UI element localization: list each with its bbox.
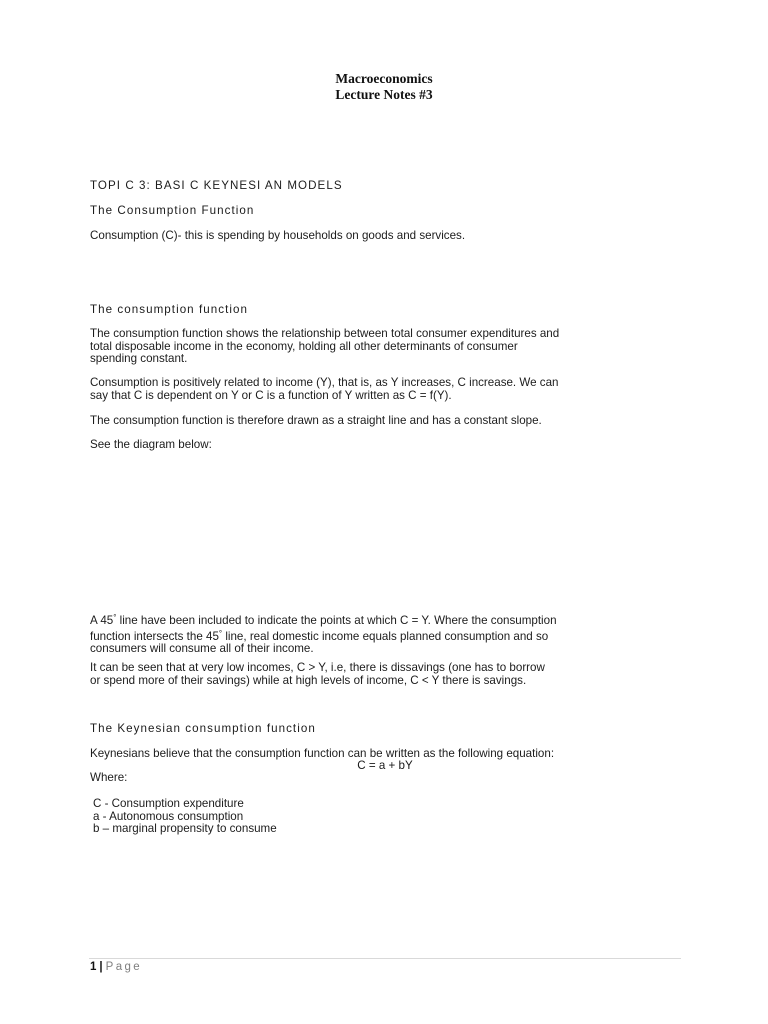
course-title: Macroeconomics — [335, 71, 433, 86]
list-item: b – marginal propensity to consume — [93, 822, 277, 836]
paragraph-straight-line: The consumption function is therefore drawn as a straight line and has a constant slope. — [90, 414, 542, 427]
page-label: Page — [105, 961, 143, 973]
document-header — [0, 71, 768, 103]
topic-heading: TOPI C 3: BASI C KEYNESI AN MODELS — [90, 179, 343, 192]
paragraph-45-degree-line — [90, 612, 690, 656]
section-title-consumption-function: The Consumption Function — [90, 204, 255, 217]
paragraph-dissavings — [90, 662, 690, 687]
paragraph-relationship — [90, 328, 690, 366]
paragraph-line: Consumption is positively related to income (Y), that is, as Y increases, C increase. We can — [90, 376, 559, 389]
section-title-consumption-function-lower: The consumption function — [90, 303, 248, 316]
paragraph-line: consumers will consume all of their income. — [90, 642, 314, 656]
text-run: line, real domestic income equals planned consumption and so — [222, 629, 549, 643]
text-run: A 45 — [90, 614, 114, 627]
definitions-list — [93, 798, 693, 836]
footer-separator: | — [99, 961, 103, 973]
paragraph-line: It can be seen that at very low incomes, C > Y, i.e, there is dissavings (one has to borrow — [90, 661, 545, 674]
paragraph-line — [90, 612, 690, 628]
list-item: C - Consumption expenditure — [93, 797, 244, 810]
degree-symbol: ° — [218, 628, 223, 638]
paragraph-line: spending constant. — [90, 352, 188, 366]
degree-symbol: ° — [113, 613, 117, 622]
where-label: Where: — [90, 771, 128, 784]
lecture-title: Lecture Notes #3 — [335, 87, 433, 102]
text-run: function intersects the 45 — [90, 629, 219, 643]
page-footer — [90, 960, 142, 974]
section-title-keynesian: The Keynesian consumption function — [90, 722, 316, 735]
consumption-definition: Consumption (C)- this is spending by households on goods and services. — [90, 229, 466, 242]
text-run: line have been included to indicate the points at which C = Y. Where the consumption — [116, 614, 557, 627]
page-number: 1 — [90, 961, 97, 973]
list-item: a - Autonomous consumption — [93, 809, 244, 823]
see-diagram-text: See the diagram below: — [90, 438, 212, 451]
paragraph-line: The consumption function shows the relationship between total consumer expenditures and — [90, 327, 560, 340]
paragraph-positive-relation — [90, 377, 690, 402]
paragraph-line — [90, 628, 690, 644]
paragraph-line: or spend more of their savings) while at high levels of income, C < Y there is savings. — [90, 673, 527, 687]
footer-divider — [89, 958, 681, 959]
paragraph-line: total disposable income in the economy, holding all other determinants of consumer — [90, 339, 518, 353]
paragraph-line: say that C is dependent on Y or C is a function of Y written as C = f(Y). — [90, 388, 452, 402]
keynesian-intro: Keynesians believe that the consumption function can be written as the following equation: — [90, 747, 555, 760]
consumption-equation: C = a + bY — [357, 759, 413, 772]
